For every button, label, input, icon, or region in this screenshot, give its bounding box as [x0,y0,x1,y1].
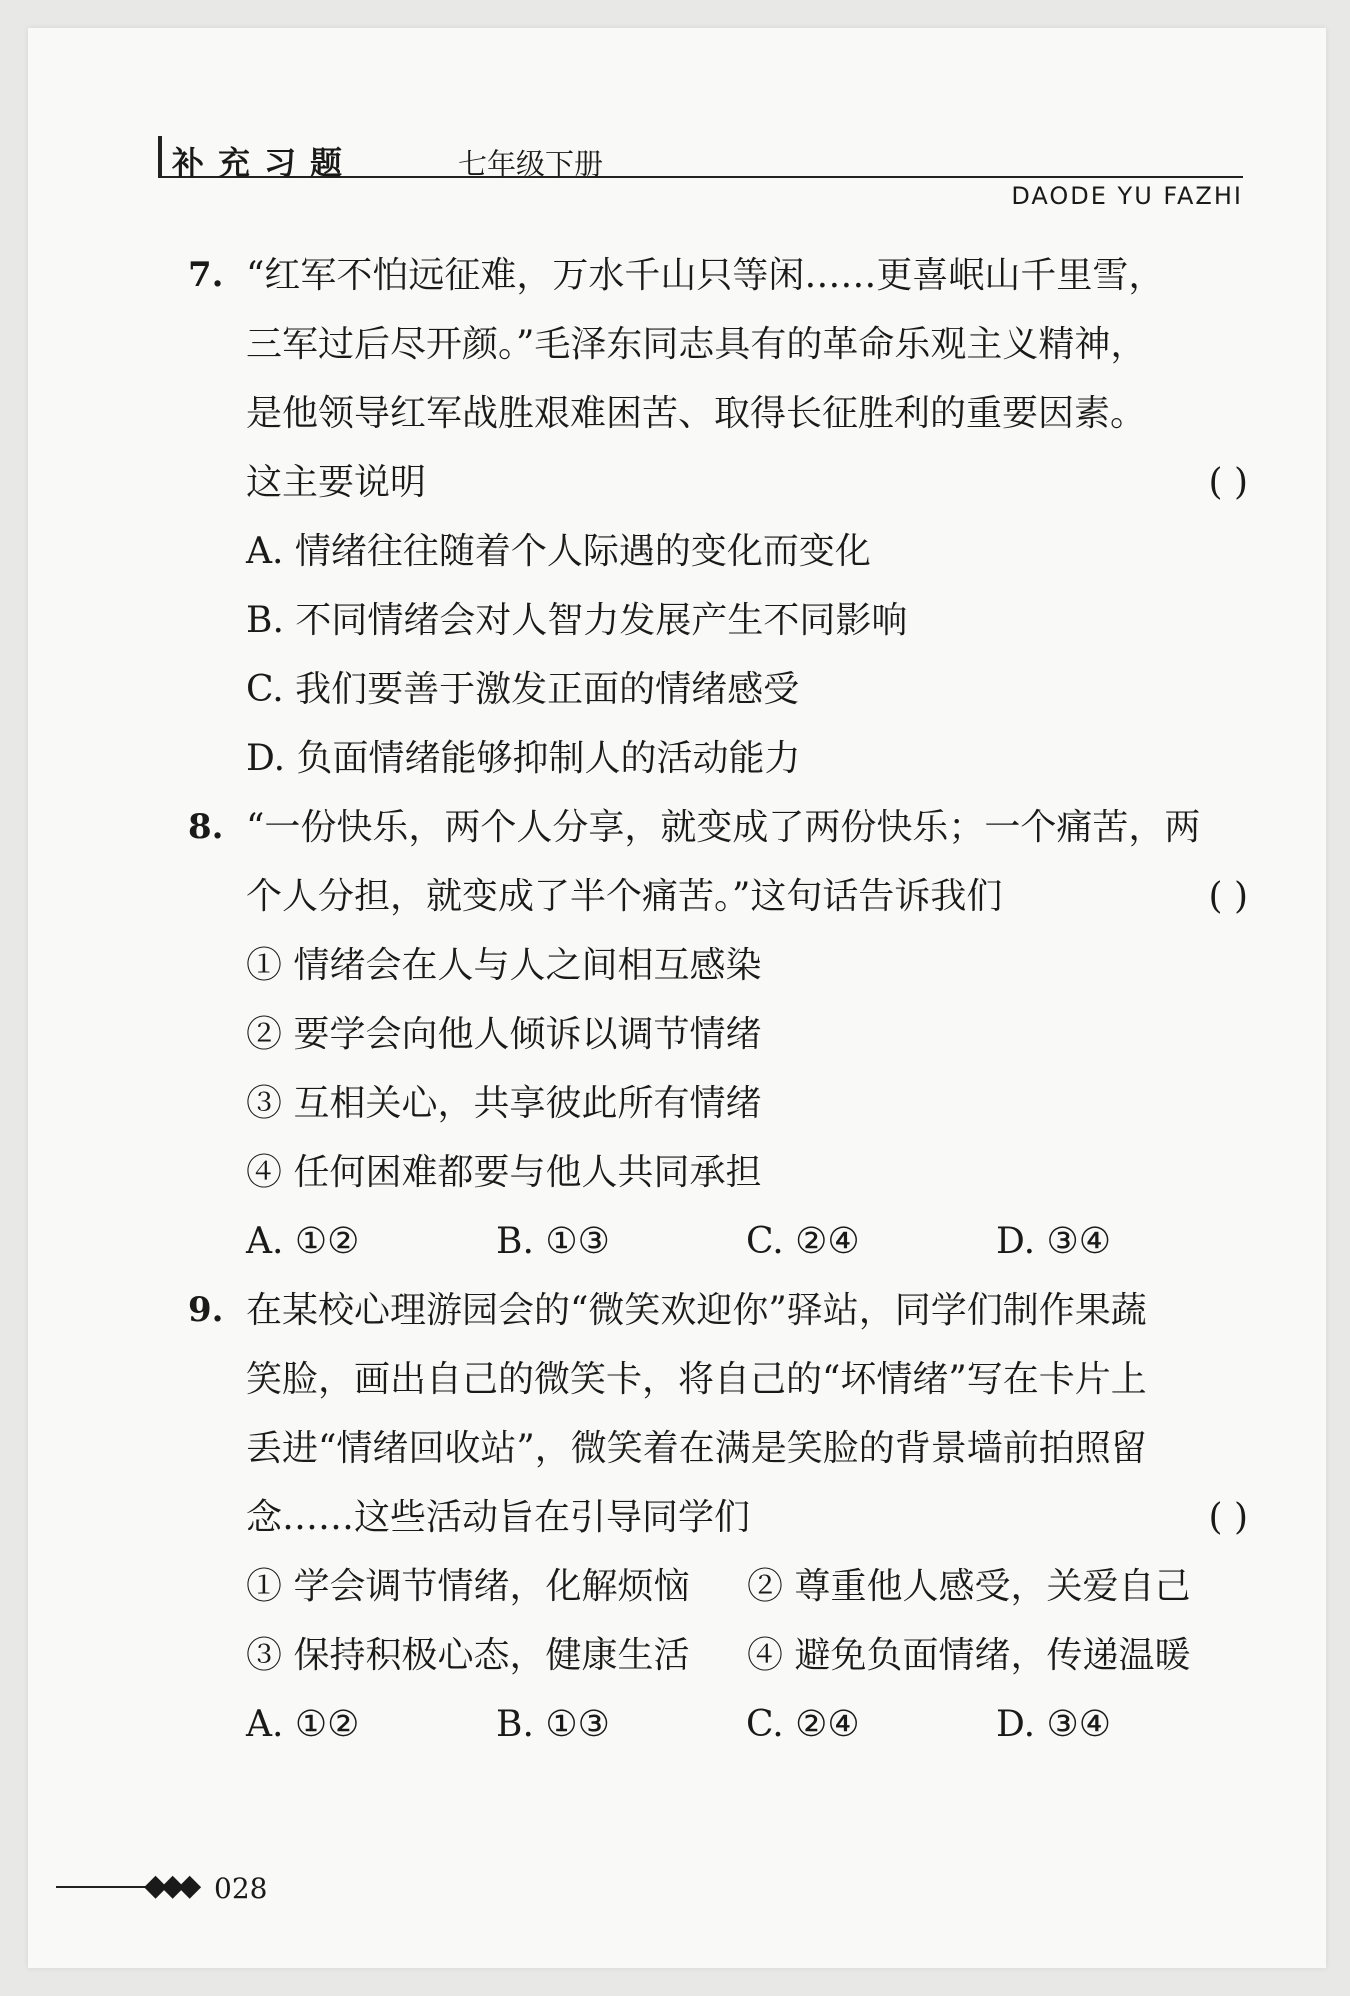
question-9 [188,1276,1248,1759]
statement-2: ② 尊重他人感受，关爱自己 [747,1566,1191,1607]
question-stem-line: 丢进“情绪回收站”，微笑着在满是笑脸的背景墙前拍照留 [246,1428,1147,1469]
question-stem-line: 7. “红军不怕远征难，万水千山只等闲……更喜岷山千里雪， [188,241,1248,310]
answer-blank[interactable]: ( ) [1208,876,1248,917]
option-c[interactable]: C. 我们要善于激发正面的情绪感受 [246,669,800,710]
series-title: 补充习题 [172,144,357,182]
choice-b[interactable]: B. ①③ [496,1704,610,1745]
question-stem-line: 9. 在某校心理游园会的“微笑欢迎你”驿站，同学们制作果蔬 [188,1276,1248,1345]
question-number: 8. [188,807,224,847]
question-7 [188,241,1248,793]
question-stem-line: 念……这些活动旨在引导同学们 ( ) [188,1483,1248,1552]
statement-1: ① 情绪会在人与人之间相互感染 [246,945,762,986]
choice-c[interactable]: C. ②④ [746,1221,860,1262]
question-stem-line: 是他领导红军战胜艰难困苦、取得长征胜利的重要因素。 [246,393,1147,434]
choice-d[interactable]: D. ③④ [996,1704,1112,1745]
statement-1: ① 学会调节情绪，化解烦恼 [246,1566,690,1607]
page-number: 028 [214,1872,268,1905]
choice-a[interactable]: A. ①② [246,1221,360,1262]
question-stem-line: 个人分担，就变成了半个痛苦。”这句话告诉我们 ( ) [188,862,1248,931]
choice-b[interactable]: B. ①③ [496,1221,610,1262]
choice-c[interactable]: C. ②④ [746,1704,860,1745]
statement-3: ③ 保持积极心态，健康生活 [246,1635,690,1676]
question-number: 9. [188,1290,224,1330]
question-stem-line: 8. “一份快乐，两个人分享，就变成了两份快乐；一个痛苦，两 [188,793,1248,862]
option-a[interactable]: A. 情绪往往随着个人际遇的变化而变化 [246,531,871,572]
statement-4: ④ 任何困难都要与他人共同承担 [246,1152,762,1193]
page-header [158,136,1243,210]
page [28,28,1326,1968]
statement-row [188,1621,1248,1690]
question-8 [188,793,1248,1276]
subject-pinyin: DAODE YU FAZHI [1011,182,1243,210]
choice-d[interactable]: D. ③④ [996,1221,1112,1262]
question-number: 7. [188,255,224,295]
question-stem-line: 笑脸，画出自己的微笑卡，将自己的“坏情绪”写在卡片上 [246,1359,1147,1400]
page-footer [56,1868,356,1908]
question-list [188,241,1248,1759]
answer-blank[interactable]: ( ) [1208,1497,1248,1538]
option-b[interactable]: B. 不同情绪会对人智力发展产生不同影响 [246,600,908,641]
footer-rule [56,1886,146,1888]
statement-4: ④ 避免负面情绪，传递温暖 [747,1635,1191,1676]
option-d[interactable]: D. 负面情绪能够抑制人的活动能力 [246,738,801,779]
diamond-ornament-icon: ◆◆◆ [144,1868,196,1903]
answer-blank[interactable]: ( ) [1208,462,1248,503]
choice-a[interactable]: A. ①② [246,1704,360,1745]
grade-label: 七年级下册 [458,147,604,181]
statement-2: ② 要学会向他人倾诉以调节情绪 [246,1014,762,1055]
choice-row [188,1207,1248,1276]
question-stem-line: 这主要说明 ( ) [188,448,1248,517]
question-stem-line: 三军过后尽开颜。”毛泽东同志具有的革命乐观主义精神， [246,324,1147,365]
statement-row [188,1552,1248,1621]
header-bar [158,136,162,178]
statement-3: ③ 互相关心，共享彼此所有情绪 [246,1083,762,1124]
choice-row [188,1690,1248,1759]
